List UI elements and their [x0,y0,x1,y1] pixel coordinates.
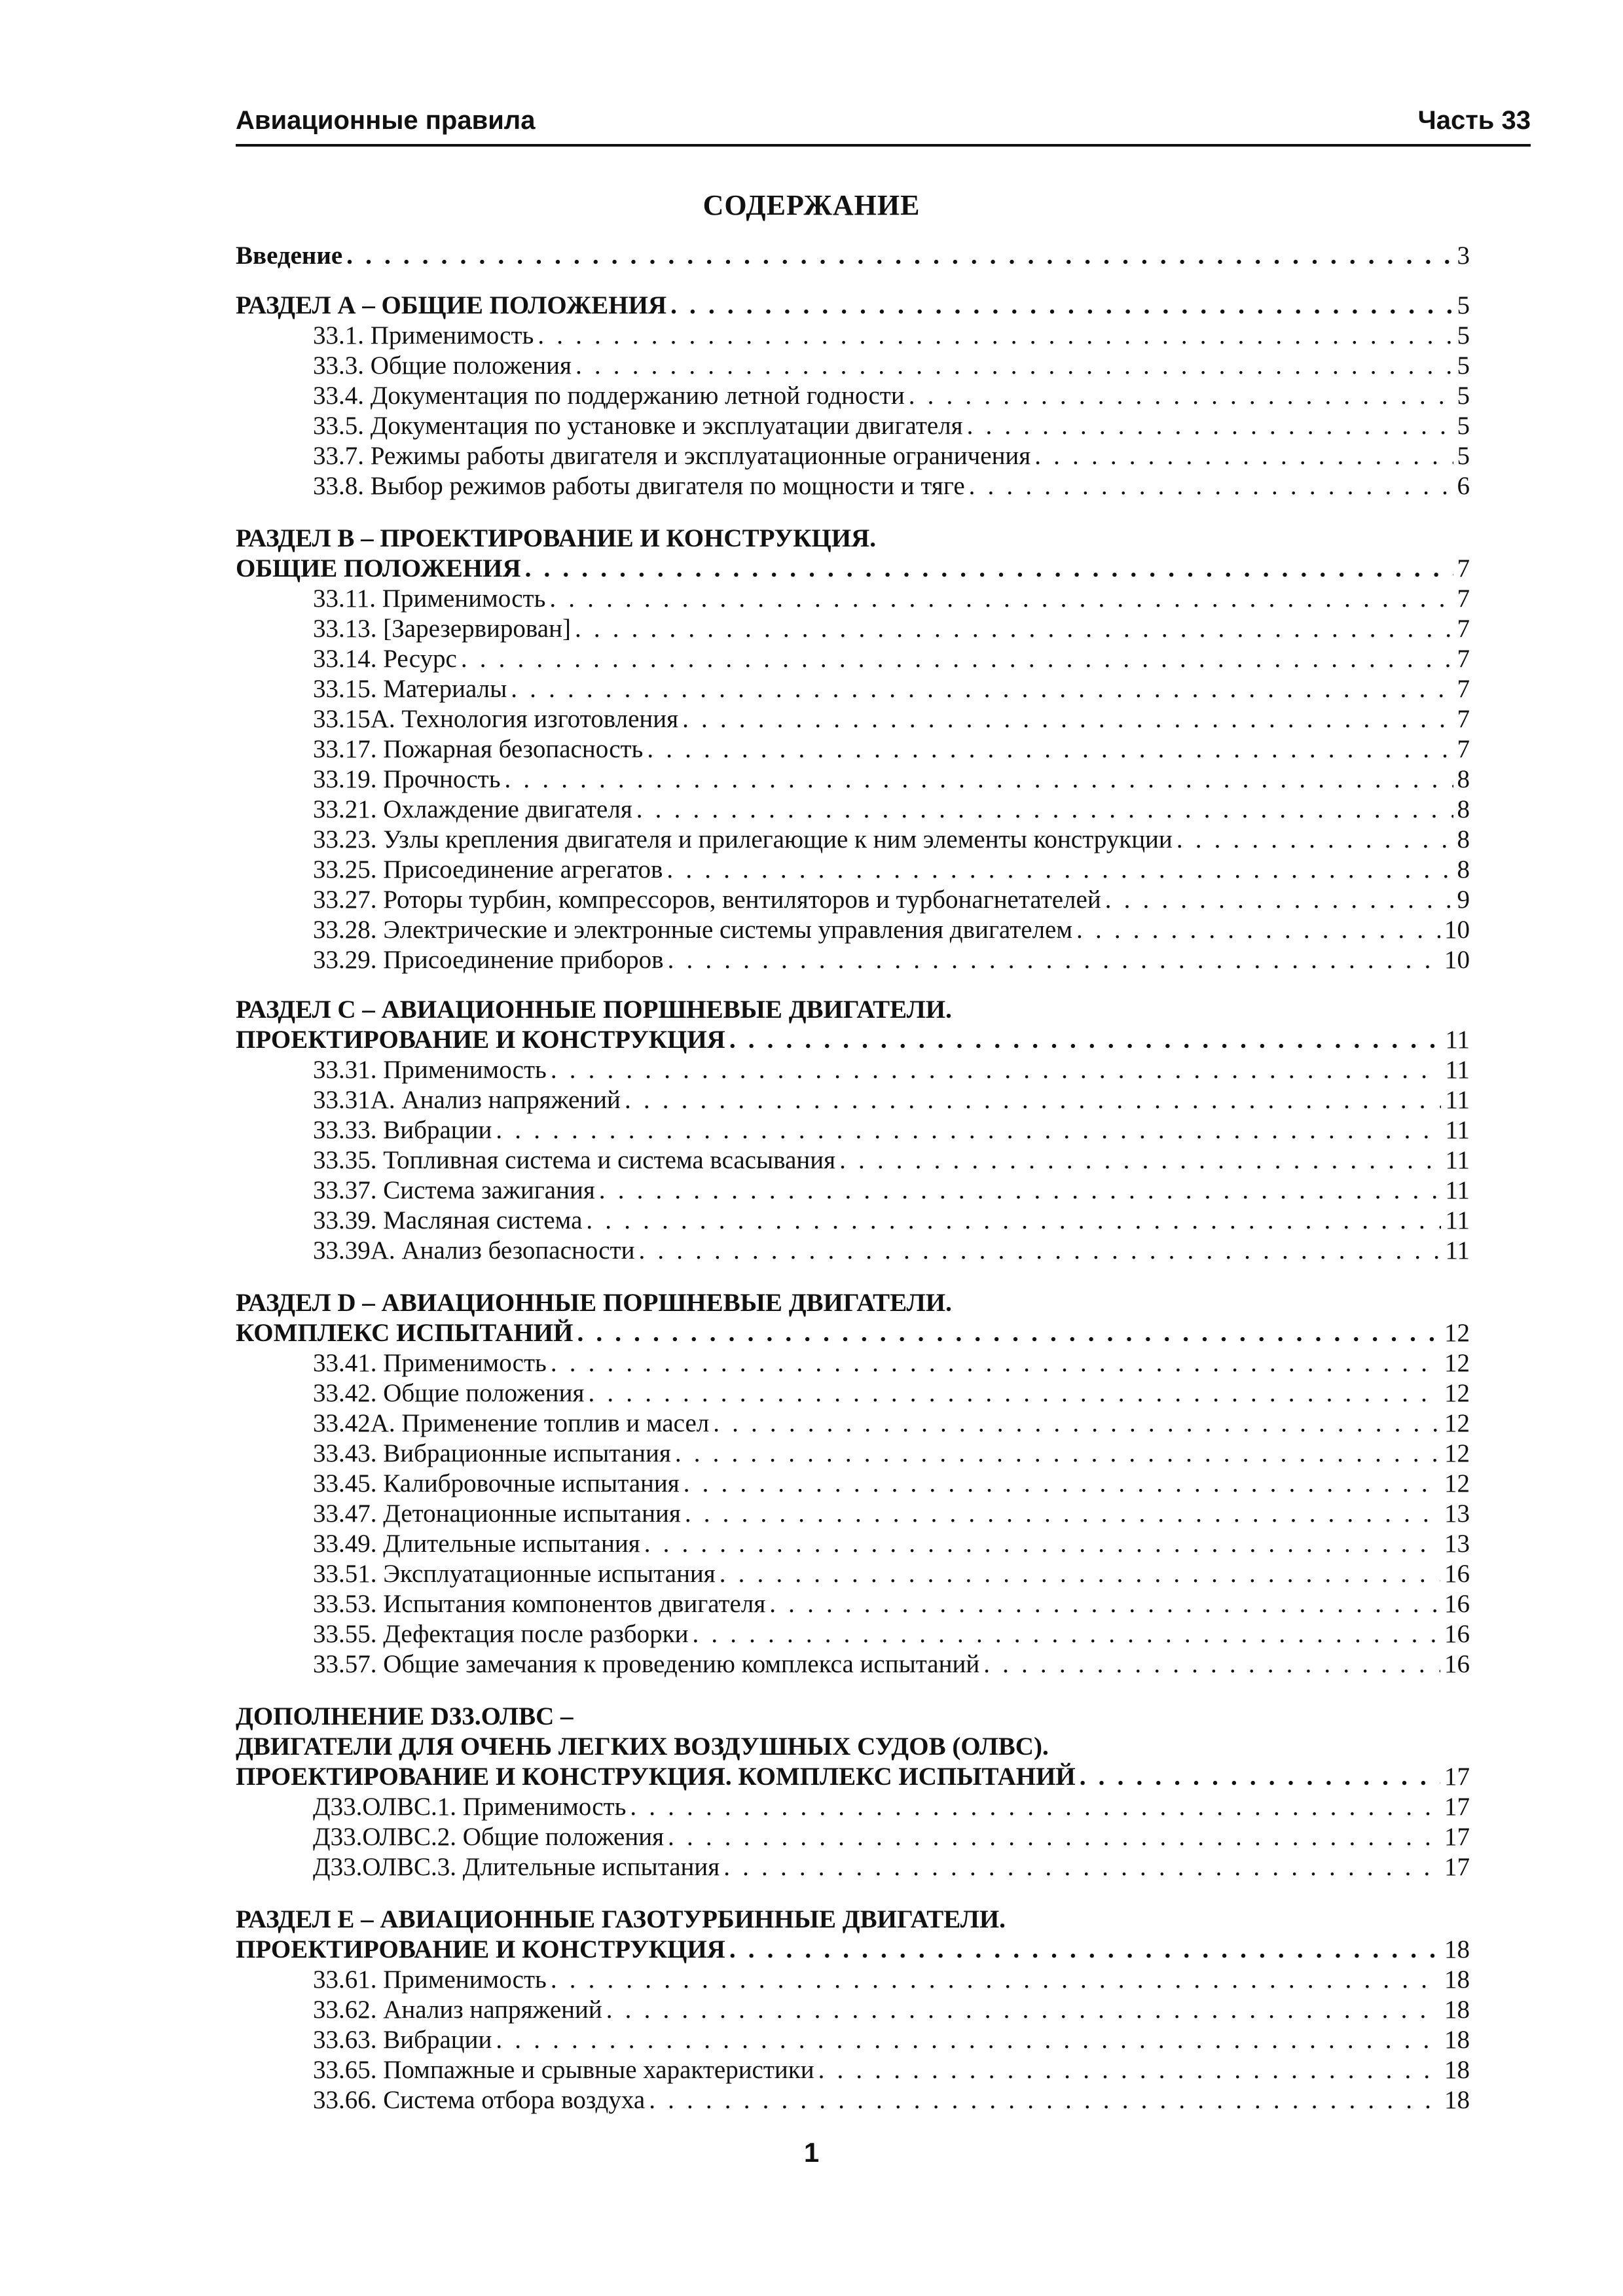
toc-entry[interactable] [236,795,1470,825]
toc-page-number: 16 [1444,1560,1470,1588]
dot-leader [625,1085,1442,1115]
dot-leader [461,644,1453,674]
toc-entry-text: 33.29. Присоединение приборов [313,946,664,974]
toc-entry[interactable] [236,644,1470,674]
toc-page-number: 12 [1444,1349,1470,1377]
toc-page-number: 7 [1457,554,1470,583]
toc-page-number: 5 [1457,382,1470,410]
toc-entry-text: 33.8. Выбор режимов работы двигателя по мощности и тяге [313,472,965,500]
toc-page-number: 11 [1445,1206,1470,1234]
toc-page-number: 5 [1457,321,1470,350]
toc-page-number: 11 [1445,1146,1470,1174]
toc-entry-text: 33.17. Пожарная безопасность [313,735,644,763]
toc-entry[interactable] [236,1649,1470,1679]
dot-leader [599,1175,1442,1206]
toc-page-number: 18 [1444,2026,1470,2054]
toc-entry-text: 33.49. Длительные испытания [313,1530,640,1558]
dot-leader [666,855,1453,885]
toc-page-number: 17 [1444,1853,1470,1881]
dot-leader [675,1439,1440,1469]
toc-entry-text: 33.42А. Применение топлив и масел [313,1409,710,1437]
section-heading-line: ДОПОЛНЕНИЕ D33.ОЛВС – [236,1702,574,1731]
toc-entry-text: 33.14. Ресурс [313,645,457,673]
section-heading-line: РАЗДЕЛ С – АВИАЦИОННЫЕ ПОРШНЕВЫЕ ДВИГАТЕЛИ. [236,996,952,1024]
toc-page-number: 12 [1444,1439,1470,1467]
dot-leader [729,1025,1442,1055]
toc-entry-text: 33.25. Присоединение агрегатов [313,855,663,884]
toc-page-number: 18 [1444,1996,1470,2024]
toc-entry[interactable] [236,734,1470,764]
toc-entry-text: 33.1. Применимость [313,321,534,350]
dot-leader [551,1965,1440,1995]
toc-page-number: 10 [1444,946,1470,974]
toc-entry-text: ПРОЕКТИРОВАНИЕ И КОНСТРУКЦИЯ. КОМПЛЕКС ИСПЫТАНИЙ [236,1763,1076,1791]
section-gap [236,975,1470,995]
toc-section-heading[interactable] [236,1762,1470,1792]
dot-leader [636,795,1453,825]
dot-leader [684,1469,1440,1499]
toc-entry-text: 33.39. Масляная система [313,1206,583,1234]
toc-entry-text: 33.66. Система отбора воздуха [313,2086,646,2114]
toc-page-number: 12 [1444,1469,1470,1498]
toc-entry[interactable] [236,885,1470,915]
toc-page-number: 7 [1457,675,1470,703]
toc-entry[interactable] [236,1115,1470,1145]
toc-entry[interactable] [236,1175,1470,1206]
dot-leader [496,1115,1441,1145]
toc-entry-text: 33.35. Топливная система и система всасывания [313,1146,836,1174]
dot-leader [685,1499,1440,1529]
toc-intro[interactable] [236,241,1470,271]
toc-page-number: 7 [1457,584,1470,613]
section-gap [236,501,1470,524]
toc-entry[interactable] [236,1589,1470,1619]
toc-entry-text: 33.21. Охлаждение двигателя [313,795,632,823]
toc-page-number: 13 [1444,1530,1470,1558]
toc-page-number: 13 [1444,1499,1470,1528]
toc-entry-text: 33.45. Калибровочные испытания [313,1469,680,1498]
toc-entry[interactable] [236,2055,1470,2085]
section-heading-line: ДВИГАТЕЛИ ДЛЯ ОЧЕНЬ ЛЕГКИХ ВОЗДУШНЫХ СУДОВ (ОЛВС). [236,1732,1049,1761]
toc-page-number: 10 [1444,916,1470,944]
toc-entry[interactable] [236,1499,1470,1529]
toc-page-number: 17 [1444,1763,1470,1791]
dot-leader [525,554,1453,584]
toc-page-number: 8 [1457,825,1470,853]
toc-entry-text: ПРОЕКТИРОВАНИЕ И КОНСТРУКЦИЯ [236,1026,725,1054]
dot-leader [720,1559,1440,1589]
toc-page-number: 17 [1444,1823,1470,1851]
dot-leader [549,584,1453,614]
toc-entry-text: 33.65. Помпажные и срывные характеристики [313,2056,814,2084]
page-number: 1 [803,2137,820,2168]
dot-leader [713,1408,1440,1439]
toc-entry-text: Д33.ОЛВС.2. Общие положения [313,1823,665,1851]
toc-page-number: 11 [1445,1236,1470,1265]
dot-leader [630,1792,1440,1822]
dot-leader [969,471,1453,501]
section-gap [236,1882,1470,1905]
dot-leader [839,1145,1441,1175]
dot-leader [1176,825,1453,855]
toc-entry[interactable] [236,915,1470,945]
dot-leader [551,1348,1440,1378]
toc-entry-text: 33.27. Роторы турбин, компрессоров, вентиляторов и турбонагнетателей [313,886,1101,914]
section-gap [236,1266,1470,1288]
toc-entry[interactable] [236,1408,1470,1439]
toc-entry-text: 33.62. Анализ напряжений [313,1996,602,2024]
section-heading-line: РАЗДЕЛ D – АВИАЦИОННЫЕ ПОРШНЕВЫЕ ДВИГАТЕЛИ. [236,1289,952,1317]
toc-entry-text: 33.15. Материалы [313,675,507,703]
dot-leader [346,241,1453,271]
dot-leader [769,1589,1440,1619]
dot-leader [496,2025,1440,2055]
toc-entry-text: 33.23. Узлы крепления двигателя и прилегающие к ним элементы конструкции [313,825,1173,853]
table-of-contents [236,241,1470,2115]
dot-leader [818,2055,1440,2085]
toc-entry[interactable] [236,945,1470,975]
toc-entry[interactable] [236,2025,1470,2055]
page-title: СОДЕРЖАНИЕ [702,189,921,221]
toc-section-heading[interactable] [236,1025,1470,1055]
dot-leader [723,1852,1440,1882]
toc-entry-text: 33.39А. Анализ безопасности [313,1236,635,1265]
toc-entry-text: 33.42. Общие положения [313,1379,585,1407]
toc-page-number: 7 [1457,705,1470,733]
toc-section-heading[interactable] [236,291,1470,321]
toc-entry[interactable] [236,351,1470,381]
toc-entry[interactable] [236,471,1470,501]
toc-entry-text: 33.37. Система зажигания [313,1176,595,1204]
section-gap [236,271,1470,291]
toc-entry[interactable] [236,1145,1470,1175]
toc-page-number: 18 [1444,2056,1470,2084]
running-header [236,101,1531,147]
dot-leader [668,1822,1440,1852]
toc-page-number: 12 [1444,1319,1470,1347]
toc-entry[interactable] [236,1469,1470,1499]
toc-entry[interactable] [236,321,1470,351]
toc-page-number: 5 [1457,442,1470,470]
toc-entry-text: 33.53. Испытания компонентов двигателя [313,1590,766,1618]
dot-leader [668,945,1440,975]
toc-entry[interactable] [236,1085,1470,1115]
toc-entry-text: 33.47. Детонационные испытания [313,1499,681,1528]
toc-page-number: 16 [1444,1650,1470,1678]
dot-leader [589,1378,1441,1408]
toc-page-number: 11 [1445,1026,1470,1054]
toc-page-number: 17 [1444,1793,1470,1821]
dot-leader [586,1206,1441,1236]
header-part: Часть 33 [1417,106,1531,135]
toc-page-number: 5 [1457,412,1470,440]
toc-page-number: 11 [1445,1116,1470,1144]
toc-entry-text: 33.4. Документация по поддержанию летной годности [313,382,905,410]
toc-entry-text: Д33.ОЛВС.3. Длительные испытания [313,1853,720,1881]
dot-leader [983,1649,1440,1679]
toc-page-number: 12 [1444,1379,1470,1407]
dot-leader [1034,441,1453,471]
dot-leader [649,2085,1440,2115]
toc-entry-text: 33.51. Эксплуатационные испытания [313,1560,716,1588]
toc-page-number: 3 [1457,242,1470,270]
section-gap [236,1679,1470,1702]
toc-entry-text: 33.31А. Анализ напряжений [313,1086,621,1114]
toc-page-number: 7 [1457,645,1470,673]
toc-page-number: 7 [1457,735,1470,763]
dot-leader [551,1055,1442,1085]
toc-entry[interactable] [236,1965,1470,1995]
toc-entry-text: КОМПЛЕКС ИСПЫТАНИЙ [236,1319,574,1347]
toc-entry-text: 33.15А. Технология изготовления [313,705,679,733]
dot-leader [682,704,1453,734]
toc-entry-text: РАЗДЕЛ А – ОБЩИЕ ПОЛОЖЕНИЯ [236,291,667,319]
toc-entry[interactable] [236,1792,1470,1822]
toc-entry-text: 33.3. Общие положения [313,351,572,380]
dot-leader [538,321,1453,351]
toc-entry-text: Д33.ОЛВС.1. Применимость [313,1793,627,1821]
dot-leader [575,351,1453,381]
dot-leader [638,1236,1441,1266]
toc-entry-text: Введение [236,242,343,270]
toc-entry[interactable] [236,1206,1470,1236]
toc-entry-text: 33.43. Вибрационные испытания [313,1439,671,1467]
header-title: Авиационные правила [236,106,536,135]
toc-entry-text: 33.11. Применимость [313,584,546,613]
toc-page-number: 6 [1457,472,1470,500]
toc-page-number: 18 [1444,1965,1470,1994]
toc-entry[interactable] [236,1619,1470,1649]
toc-entry[interactable] [236,1348,1470,1378]
toc-page-number: 11 [1445,1176,1470,1204]
dot-leader [1105,885,1453,915]
toc-entry-text: 33.31. Применимость [313,1056,547,1084]
dot-leader [505,764,1453,795]
dot-leader [511,674,1453,704]
toc-entry[interactable] [236,1852,1470,1882]
toc-page-number: 18 [1444,2086,1470,2114]
toc-entry-text: ОБЩИЕ ПОЛОЖЕНИЯ [236,554,521,583]
toc-entry[interactable] [236,1378,1470,1408]
toc-entry[interactable] [236,1439,1470,1469]
dot-leader [729,1935,1440,1965]
toc-entry[interactable] [236,2085,1470,2115]
toc-entry[interactable] [236,674,1470,704]
dot-leader [606,1995,1440,2025]
toc-entry-text: 33.61. Применимость [313,1965,547,1994]
toc-entry[interactable] [236,614,1470,644]
toc-page-number: 11 [1445,1056,1470,1084]
toc-entry-text: 33.28. Электрические и электронные системы управления двигателем [313,916,1073,944]
toc-entry-text: 33.33. Вибрации [313,1116,492,1144]
toc-entry[interactable] [236,704,1470,734]
toc-page-number: 5 [1457,351,1470,380]
dot-leader [967,411,1453,441]
dot-leader [909,381,1453,411]
toc-page-number: 18 [1444,1935,1470,1964]
toc-entry[interactable] [236,1529,1470,1559]
toc-entry[interactable] [236,1055,1470,1085]
dot-leader [575,614,1453,644]
dot-leader [644,1529,1440,1559]
section-heading-line: РАЗДЕЛ В – ПРОЕКТИРОВАНИЕ И КОНСТРУКЦИЯ. [236,524,876,552]
toc-entry-text: 33.55. Дефектация после разборки [313,1620,689,1648]
toc-page-number: 11 [1445,1086,1470,1114]
toc-entry-text: 33.19. Прочность [313,765,501,793]
toc-page-number: 8 [1457,795,1470,823]
toc-entry-text: 33.13. [Зарезервирован] [313,615,571,643]
toc-entry[interactable] [236,855,1470,885]
toc-entry-text: 33.7. Режимы работы двигателя и эксплуатационные ограничения [313,442,1031,470]
toc-page-number: 16 [1444,1590,1470,1618]
toc-page-number: 9 [1457,886,1470,914]
toc-page-number: 8 [1457,855,1470,884]
toc-section-heading[interactable] [236,1318,1470,1348]
toc-page-number: 5 [1457,291,1470,319]
dot-leader [577,1318,1440,1348]
toc-section-heading[interactable] [236,554,1470,584]
section-heading-line: РАЗДЕЛ Е – АВИАЦИОННЫЕ ГАЗОТУРБИННЫЕ ДВИГАТЕЛИ. [236,1905,1006,1933]
toc-entry[interactable] [236,1995,1470,2025]
toc-entry[interactable] [236,441,1470,471]
toc-page-number: 12 [1444,1409,1470,1437]
dot-leader [1080,1762,1440,1792]
dot-leader [692,1619,1440,1649]
toc-entry-text: ПРОЕКТИРОВАНИЕ И КОНСТРУКЦИЯ [236,1935,725,1964]
dot-leader [1076,915,1440,945]
toc-entry-text: 33.57. Общие замечания к проведению комплекса испытаний [313,1650,980,1678]
toc-entry[interactable] [236,825,1470,855]
toc-entry[interactable] [236,584,1470,614]
dot-leader [670,291,1453,321]
toc-page-number: 8 [1457,765,1470,793]
toc-entry-text: 33.41. Применимость [313,1349,547,1377]
toc-entry-text: 33.63. Вибрации [313,2026,492,2054]
dot-leader [647,734,1453,764]
toc-entry[interactable] [236,1236,1470,1266]
toc-entry[interactable] [236,1559,1470,1589]
toc-entry[interactable] [236,1822,1470,1852]
toc-section-heading[interactable] [236,1935,1470,1965]
toc-page-number: 7 [1457,615,1470,643]
toc-entry[interactable] [236,411,1470,441]
toc-page-number: 16 [1444,1620,1470,1648]
toc-entry-text: 33.5. Документация по установке и эксплуатации двигателя [313,412,963,440]
toc-entry[interactable] [236,381,1470,411]
toc-entry[interactable] [236,764,1470,795]
